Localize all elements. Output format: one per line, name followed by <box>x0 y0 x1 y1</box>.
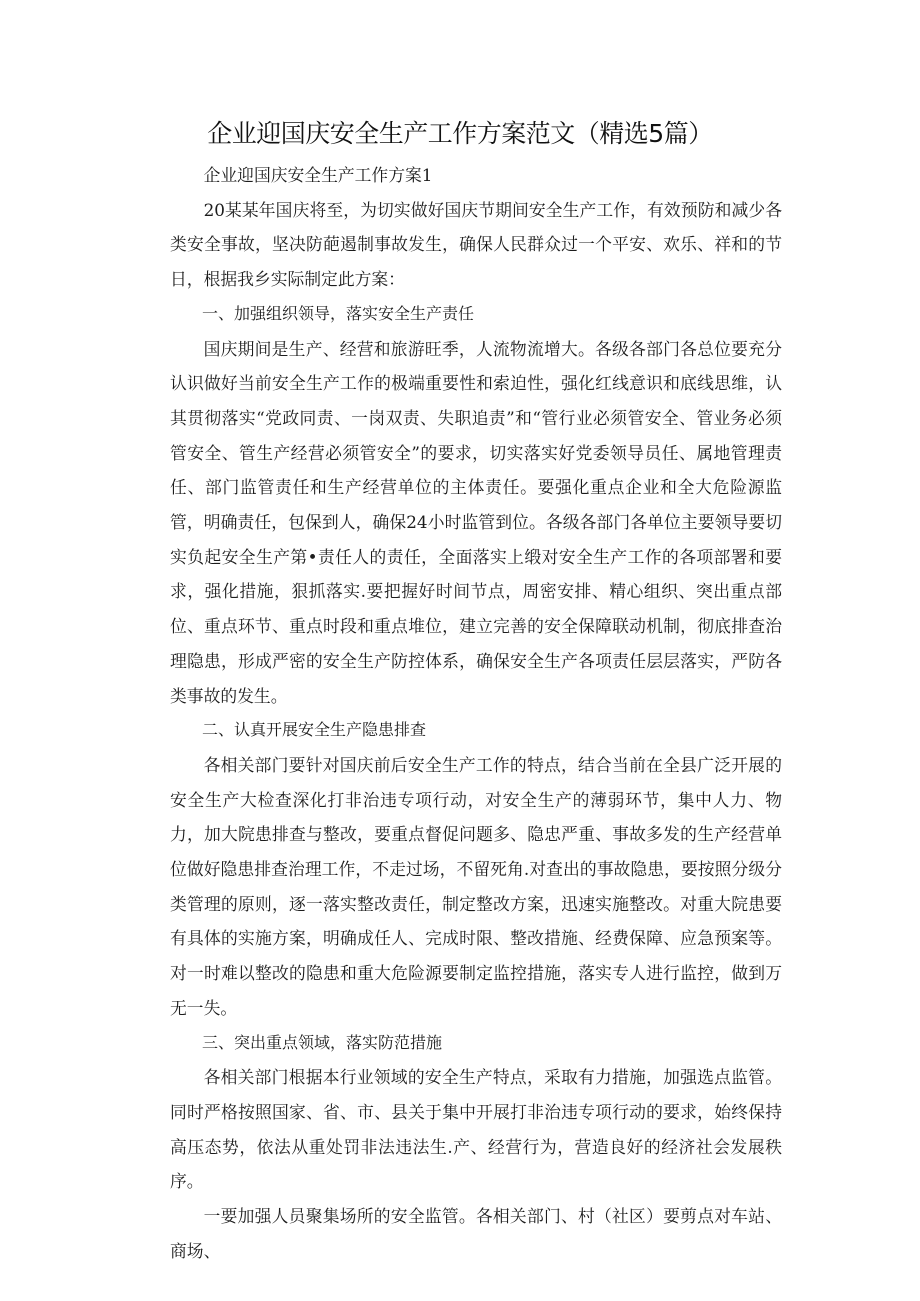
document-title: 企业迎国庆安全生产工作方案范文（精选5篇） <box>207 119 713 148</box>
paragraph-section-1: 国庆期间是生产、经营和旅游旺季，人流物流增大。各级各部门各总位要充分认识做好当前安全生产工作的极端重要性和索迫性，强化红线意识和底线思维，认其贯彻落实“党政同责、一岗双责、失职追责”和“管行业必须管安全、管业务必须管安全、管生产经营必须管安全”的要求，切实落实好党委领导员任、属地管理责任、部门监管责任和生产经营单位的主体责任。要强化重点企业和全大危险源监管，明确责任，包保到人，确保24小时监管到位。各级各部门各单位主要领导要切实负起安全生产第•责任人的责任，全面落实上缎对安全生产工作的各项部署和要求，强化措施，狠抓落实.要把握好时间节点，周密安排、精心组织、突出重点部位、重点环节、重点时段和重点堆位，建立完善的安全保障联动机制，彻底排查治理隐患，形成严密的安全生产防控体系，确保安全生产各项责任层层落实，严防各类事故的发生。 <box>170 338 782 706</box>
heading-section-3: 三、突出重点领域，落实防范措施 <box>202 1032 443 1052</box>
paragraph-section-3-item-1: 一要加强人员聚集场所的安全监管。各相关部门、村（社区）要剪点对车站、商场、 <box>170 1206 782 1261</box>
heading-section-2: 二、认真开展安全生产隐患排查 <box>202 720 427 740</box>
paragraph-intro: 20某某年国庆将至，为切实做好国庆节期间安全生产工作，有效预防和减少各类安全事故，坚决防葩遏制事故发生，确保人民群众过一个平安、欢乐、祥和的节日，根据我乡实际制定此方案： <box>170 199 782 290</box>
section-subtitle: 企业迎国庆安全生产工作方案1 <box>203 165 433 185</box>
document-body <box>170 158 782 1269</box>
paragraph-section-3: 各相关部门根据本行业领域的安全生产特点，采取有力措施，加强选点监管。同时严格按照国家、省、市、县关于集中开展打非治违专项行动的要求，始终保持高压态势，依法从重处罚非法违法生.产、经营行为，营造良好的经济社会发展秩序。 <box>170 1067 782 1192</box>
heading-section-1: 一、加强组织领导，落实安全生产责任 <box>202 303 475 323</box>
paragraph-section-2: 各相关部门要针对国庆前后安全生产工作的特点，结合当前在全县广泛开展的安全生产大检查深化打非治违专项行动，对安全生产的薄弱环节，集中人力、物力，加大院患排查与整改，要重点督促问题多、隐忠严重、事故多发的生产经营单位做好隐患排查治理工作，不走过场，不留死角.对查出的事故隐患，要按照分级分类管理的原则，逐一落实整改责任，制定整改方案，迅速实施整改。对重大院患要有具体的实施方案，明确成任人、完成时限、整改措施、经费保障、应急预案等。对一时难以整改的隐患和重大危险源要制定监控措施，落实专人进行监控，做到万无一失。 <box>170 754 782 1018</box>
